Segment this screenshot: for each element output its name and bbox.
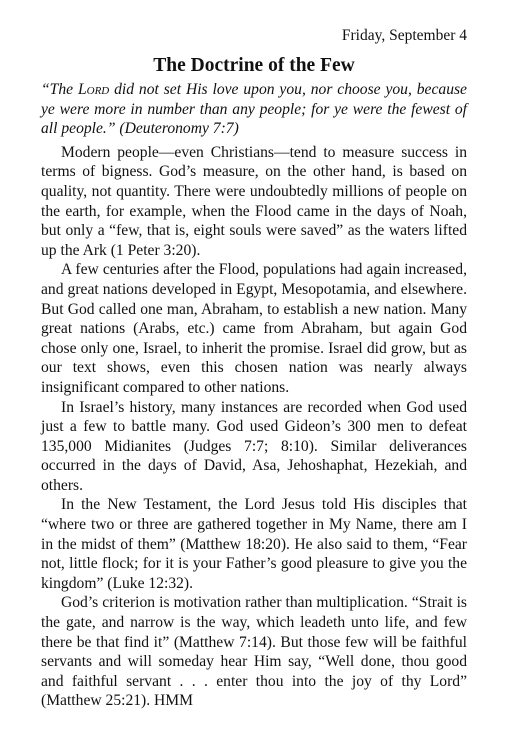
page-title: The Doctrine of the Few	[153, 55, 355, 76]
body-paragraph: God’s criterion is motivation rather than multiplication. “Strait is the gate, and narrow is the way, which leadeth unto life, and few there be that find it” (Matthew 7:14). But those few will be faithful servants and will someday hear Him say, “Well done, thou good and faithful servant . . . enter thou into the joy of thy Lord” (Matthew 25:21). HMM	[41, 594, 467, 710]
page-date: Friday, September 4	[341, 27, 467, 44]
verse-open-quote: “The	[41, 81, 78, 98]
verse-text: did not set His love upon you, nor choose you, because ye were more in number than any people; for ye were the fewest of all people.”	[41, 81, 467, 138]
devotional-page	[41, 26, 467, 711]
body-paragraph: Modern people—even Christians—tend to measure success in terms of bigness. God’s measure, on the other hand, is based on quality, not quantity. There were undoubtedly millions of people on the earth, for example, when the Flood came in the days of Noah, but only a “few, that is, eight souls were saved” as the waters lifted up the Ark (1 Peter 3:20).	[41, 143, 467, 259]
scripture-verse	[41, 80, 467, 139]
verse-lord: Lord	[77, 81, 110, 98]
verse-reference: (Deuteronomy 7:7)	[115, 120, 239, 138]
body-paragraph: In the New Testament, the Lord Jesus told His disciples that “where two or three are gathered together in My Name, there am I in the midst of them” (Matthew 18:20). He also said to them, “Fear not, little flock; for it is your Father’s good pleasure to give you the kingdom” (Luke 12:32).	[41, 496, 467, 592]
body-paragraph: A few centuries after the Flood, populations had again increased, and great nations developed in Egypt, Mesopotamia, and elsewhere. But God called one man, Abraham, to establish a new nation. Many great nations (Arabs, etc.) came from Abraham, but again God chose only one, Israel, to inherit the promise. Israel did grow, but as our text shows, even this chosen nation was nearly always insignificant compared to other nations.	[41, 261, 467, 396]
body-paragraph: In Israel’s history, many instances are recorded when God used just a few to battle many. God used Gideon’s 300 men to defeat 135,000 Midianites (Judges 7:7; 8:10). Similar deliverances occurred in the days of David, Asa, Jehoshaphat, Hezekiah, and others.	[41, 398, 467, 494]
